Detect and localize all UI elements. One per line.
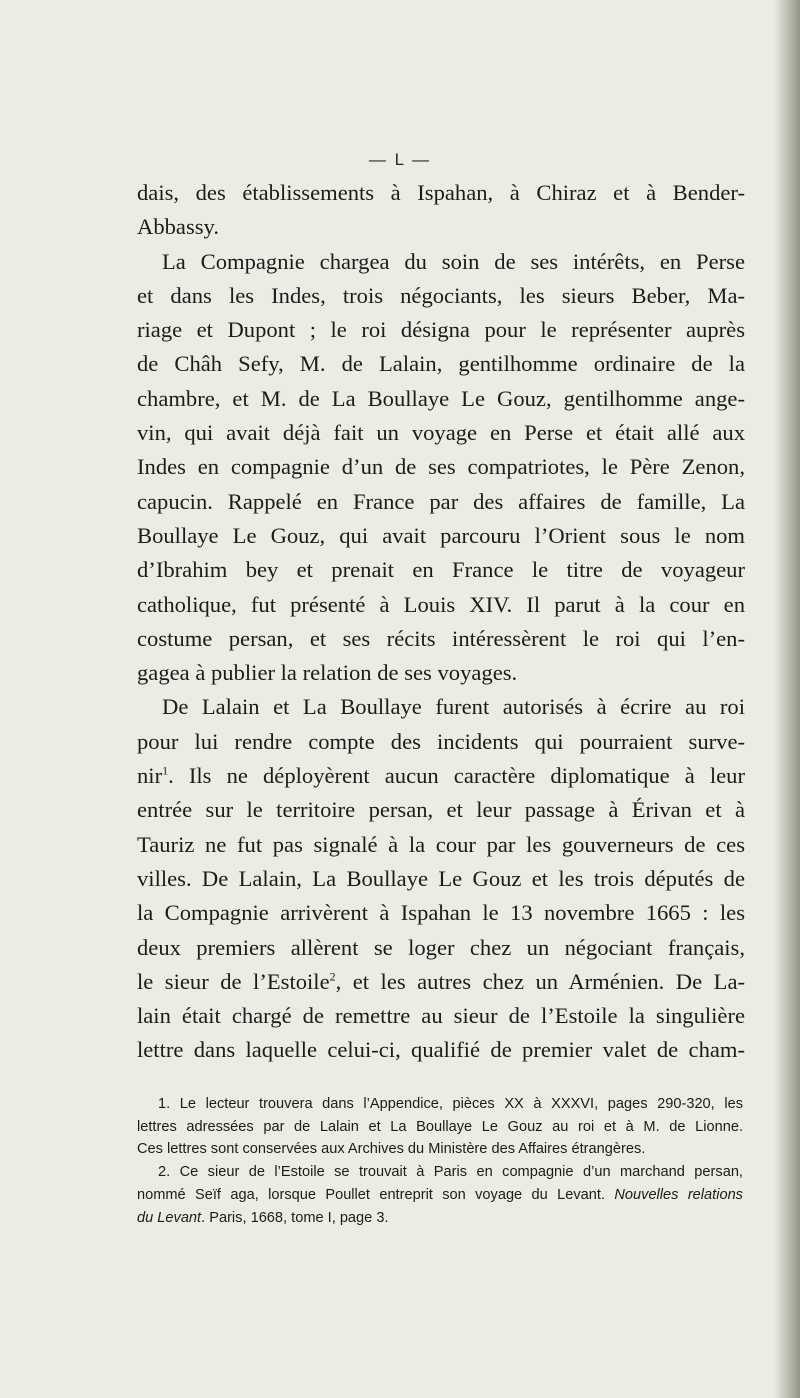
text-line: deux premiers allèrent se loger chez un négociant français, bbox=[137, 934, 745, 960]
text-line: La Compagnie chargea du soin de ses intérêts, en Perse bbox=[162, 248, 745, 274]
text-line: Indes en compagnie d’un de ses compatriotes, le Père Zenon, bbox=[137, 454, 745, 480]
text-line: chambre, et M. de La Boullaye Le Gouz, gentilhomme ange- bbox=[137, 385, 745, 411]
footnote-line: 2. Ce sieur de l’Estoile se trouvait à Paris en compagnie d’un marchand persan, bbox=[158, 1164, 743, 1181]
text-line: costume persan, et ses récits intéressèrent le roi qui l’en- bbox=[137, 625, 745, 651]
text-line: la Compagnie arrivèrent à Ispahan le 13 novembre 1665 : les bbox=[137, 900, 745, 926]
text-line: pour lui rendre compte des incidents qui pourraient surve- bbox=[137, 728, 745, 754]
text-line: De Lalain et La Boullaye furent autorisés à écrire au roi bbox=[162, 694, 745, 720]
text-segment: le sieur de l’Estoile bbox=[137, 968, 330, 994]
footnote-mark: 1 bbox=[162, 763, 169, 778]
footnotes bbox=[137, 1093, 743, 1229]
text-line: et dans les Indes, trois négociants, les sieurs Beber, Ma- bbox=[137, 282, 745, 308]
footnote-title-italic: du Levant bbox=[137, 1209, 202, 1226]
footnote-segment: nommé Seïf aga, lorsque Poullet entreprit son voyage du Levant. bbox=[137, 1186, 615, 1203]
text-line: lettre dans laquelle celui-ci, qualifié de premier valet de cham- bbox=[137, 1037, 745, 1063]
footnote-segment: . Paris, 1668, tome I, page 3. bbox=[201, 1209, 389, 1226]
text-line: lain était chargé de remettre au sieur de l’Estoile la singulière bbox=[137, 1003, 745, 1029]
text-line: de Châh Sefy, M. de Lalain, gentilhomme ordinaire de la bbox=[137, 351, 745, 377]
page-number: — L — bbox=[368, 150, 432, 169]
page-edge-shadow bbox=[774, 0, 800, 1398]
text-line: entrée sur le territoire persan, et leur passage à Érivan et à bbox=[137, 797, 745, 823]
text-line: gagea à publier la relation de ses voyages. bbox=[137, 660, 518, 686]
text-segment: nir bbox=[137, 763, 163, 789]
footnote-line: Ces lettres sont conservées aux Archives du Ministère des Affaires étrangères. bbox=[137, 1141, 646, 1158]
text-line: capucin. Rappelé en France par des affaires de famille, La bbox=[137, 488, 745, 514]
footnote-line: lettres adressées par de Lalain et La Boullaye Le Gouz au roi et à M. de Lionne. bbox=[137, 1118, 743, 1135]
footnote-line bbox=[137, 1184, 743, 1207]
text-line: vin, qui avait déjà fait un voyage en Perse et était allé aux bbox=[137, 420, 745, 446]
footnote-title-italic: Nouvelles relations bbox=[614, 1186, 743, 1203]
text-line: catholique, fut présenté à Louis XIV. Il parut à la cour en bbox=[137, 591, 745, 617]
body-text bbox=[137, 176, 745, 1068]
text-line: d’Ibrahim bey et prenait en France le titre de voyageur bbox=[137, 557, 745, 583]
text-line: dais, des établissements à Ispahan, à Chiraz et à Bender- bbox=[137, 180, 745, 205]
text-segment: . Ils ne déployèrent aucun caractère diplomatique à leur bbox=[168, 763, 745, 789]
text-line: Abbassy. bbox=[137, 214, 220, 240]
text-line: riage et Dupont ; le roi désigna pour le représenter auprès bbox=[137, 317, 745, 343]
text-line bbox=[137, 759, 745, 793]
footnote-mark: 2 bbox=[329, 969, 336, 984]
footnote-line bbox=[137, 1207, 743, 1230]
text-line: Boullaye Le Gouz, qui avait parcouru l’Orient sous le nom bbox=[137, 522, 745, 548]
footnote-line: 1. Le lecteur trouvera dans l’Appendice, pièces XX à XXXVI, pages 290-320, les bbox=[158, 1096, 743, 1112]
text-line bbox=[137, 965, 745, 999]
text-line: Tauriz ne fut pas signalé à la cour par les gouverneurs de ces bbox=[137, 831, 745, 857]
text-segment: , et les autres chez un Arménien. De La- bbox=[335, 968, 746, 994]
text-line: villes. De Lalain, La Boullaye Le Gouz et les trois députés de bbox=[137, 865, 745, 891]
